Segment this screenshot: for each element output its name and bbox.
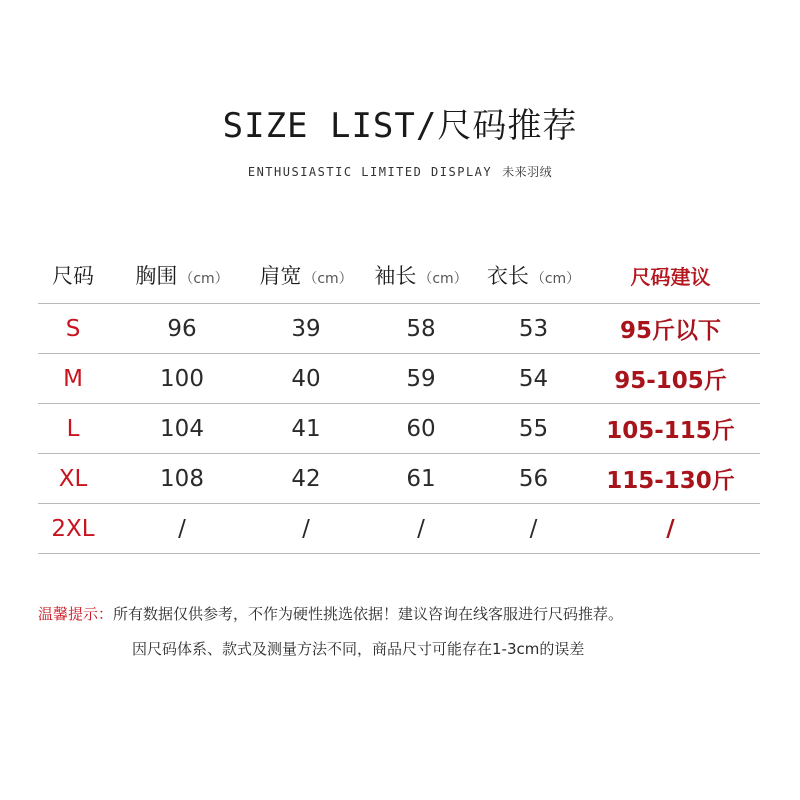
header-length xyxy=(486,260,581,290)
table-row-xl xyxy=(38,454,760,504)
length-cell: 54 xyxy=(518,365,549,392)
header-size-label: 尺码 xyxy=(52,264,94,288)
header-recommend xyxy=(581,261,760,290)
sleeve-cell: / xyxy=(417,515,425,542)
header-shoulder-unit: （cm） xyxy=(303,271,353,287)
subtitle-brand: 未来羽绒 xyxy=(502,165,553,179)
size-table xyxy=(38,247,760,554)
recommend-cell: 95斤以下 xyxy=(619,318,721,344)
tip-line-1 xyxy=(38,603,778,624)
header-sleeve-unit: （cm） xyxy=(418,271,468,287)
chest-cell: / xyxy=(178,515,186,542)
recommend-cell: / xyxy=(666,515,675,542)
table-row-2xl xyxy=(38,504,760,554)
recommend-cell: 115-130斤 xyxy=(606,468,735,494)
recommend-cell: 105-115斤 xyxy=(606,418,735,444)
length-cell: 55 xyxy=(518,415,549,442)
header-chest-label: 胸围 xyxy=(135,264,178,288)
recommend-cell: 95-105斤 xyxy=(614,368,727,394)
tip-text-1: 所有数据仅供参考，不作为硬性挑选依据！建议咨询在线客服进行尺码推荐。 xyxy=(113,605,624,623)
length-cell: 56 xyxy=(518,465,549,492)
tip-lead: 温馨提示： xyxy=(38,605,114,623)
header-length-label: 衣长 xyxy=(486,264,529,288)
table-header-row xyxy=(38,247,760,304)
size-cell: S xyxy=(65,315,81,342)
header-sleeve-label: 袖长 xyxy=(374,264,417,288)
header-chest xyxy=(108,260,256,290)
sleeve-cell: 61 xyxy=(406,465,436,492)
header-shoulder-label: 肩宽 xyxy=(259,264,302,288)
subtitle-english: ENTHUSIASTIC LIMITED DISPLAY xyxy=(247,165,493,179)
shoulder-cell: 40 xyxy=(291,365,321,392)
size-cell: XL xyxy=(58,465,88,492)
shoulder-cell: / xyxy=(302,515,310,542)
table-row-l xyxy=(38,404,760,454)
table-row-s xyxy=(38,304,760,354)
page-subtitle xyxy=(0,163,800,180)
size-cell: L xyxy=(66,415,80,442)
sleeve-cell: 58 xyxy=(406,315,436,342)
shoulder-cell: 41 xyxy=(291,415,321,442)
table-row-m xyxy=(38,354,760,404)
sleeve-cell: 59 xyxy=(406,365,436,392)
shoulder-cell: 39 xyxy=(291,315,321,342)
header-chest-unit: （cm） xyxy=(179,271,229,287)
tip-line-2: 因尺码体系、款式及测量方法不同，商品尺寸可能存在1-3cm的误差 xyxy=(132,640,585,658)
chest-cell: 100 xyxy=(160,365,204,392)
shoulder-cell: 42 xyxy=(291,465,321,492)
chest-cell: 108 xyxy=(160,465,204,492)
header-size xyxy=(38,260,108,290)
header-sleeve xyxy=(356,260,486,290)
header-length-unit: （cm） xyxy=(530,271,581,287)
header-shoulder xyxy=(256,260,356,290)
size-cell: M xyxy=(63,365,83,392)
size-cell: 2XL xyxy=(51,515,95,542)
length-cell: / xyxy=(529,515,538,542)
sleeve-cell: 60 xyxy=(406,415,436,442)
header-recommend-label: 尺码建议 xyxy=(630,264,711,289)
chest-cell: 104 xyxy=(160,415,204,442)
chest-cell: 96 xyxy=(167,315,197,342)
page-title: SIZE LIST/尺码推荐 xyxy=(222,106,578,146)
length-cell: 53 xyxy=(518,315,549,342)
